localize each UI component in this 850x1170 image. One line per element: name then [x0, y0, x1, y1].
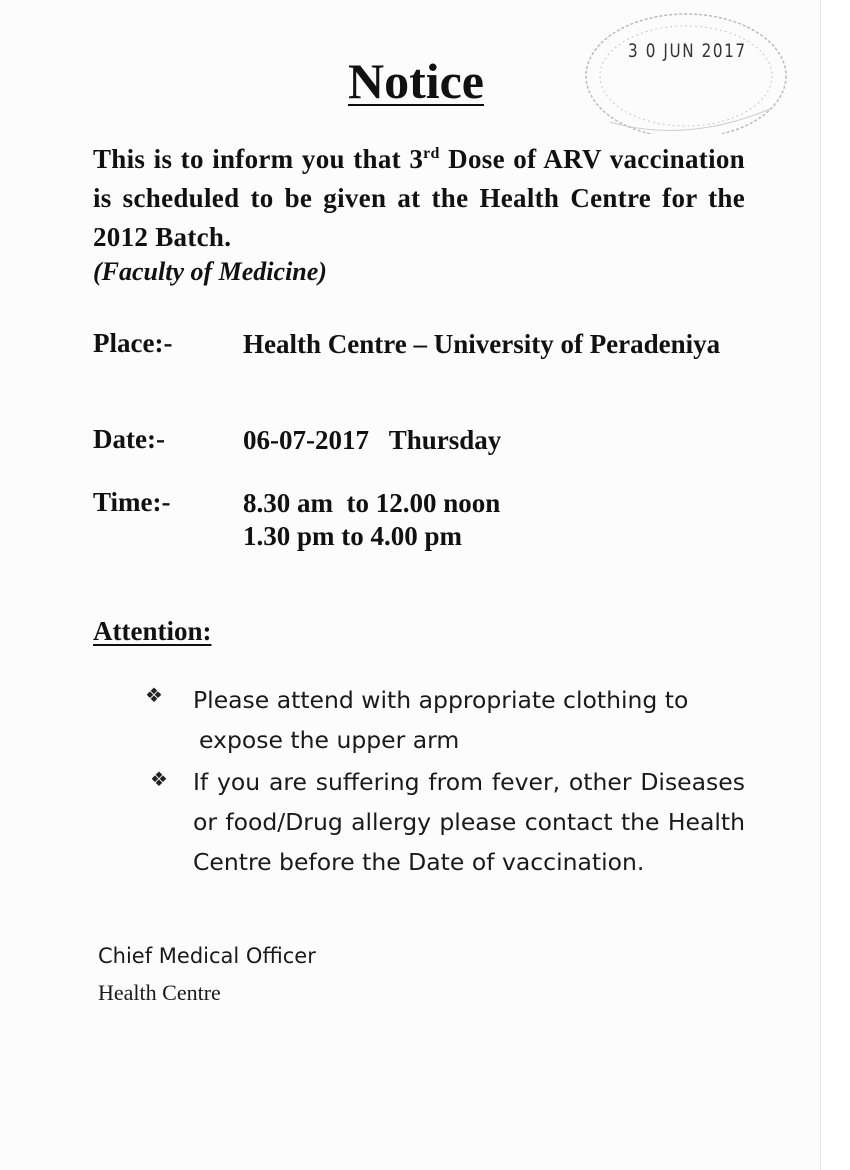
bullet-line: Please attend with appropriate clothing to [193, 686, 689, 714]
four-diamond-icon: ❖ [145, 683, 163, 707]
attention-heading: Attention: [93, 616, 212, 646]
time-label: Time:- [93, 487, 171, 517]
place-value: Health Centre – University of Peradeniya [243, 329, 721, 359]
bullet-line: expose the upper arm [199, 726, 460, 754]
intro-superscript: rd [423, 145, 440, 162]
place-label: Place:- [93, 328, 173, 358]
bullet-item-clothing [193, 680, 745, 760]
intro-paragraph [93, 140, 745, 257]
four-diamond-icon: ❖ [150, 767, 168, 791]
page-title [0, 52, 832, 110]
faculty-label: (Faculty of Medicine) [93, 257, 327, 286]
intro-text-post: Dose of ARV vaccination is scheduled to be given at the Health Centre for the 2012 Batch. [93, 144, 745, 252]
time-value-morning: 8.30 am to 12.00 noon [243, 488, 501, 518]
page-edge [820, 0, 850, 1170]
bullet-item-fever: If you are suffering from fever, other Diseases or food/Drug allergy please contact the Health Centre before the Date of vaccination. [193, 768, 745, 876]
stamp-date: 3 0 JUN 2017 [628, 40, 747, 62]
title-text: Notice [347, 53, 485, 109]
signature-unit: Health Centre [98, 980, 221, 1005]
intro-text-pre: This is to inform you that 3 [93, 144, 424, 174]
signature-role: Chief Medical Officer [98, 944, 316, 968]
date-value: 06-07-2017 Thursday [243, 425, 502, 455]
time-value-afternoon: 1.30 pm to 4.00 pm [243, 521, 463, 551]
date-label: Date:- [93, 424, 165, 454]
